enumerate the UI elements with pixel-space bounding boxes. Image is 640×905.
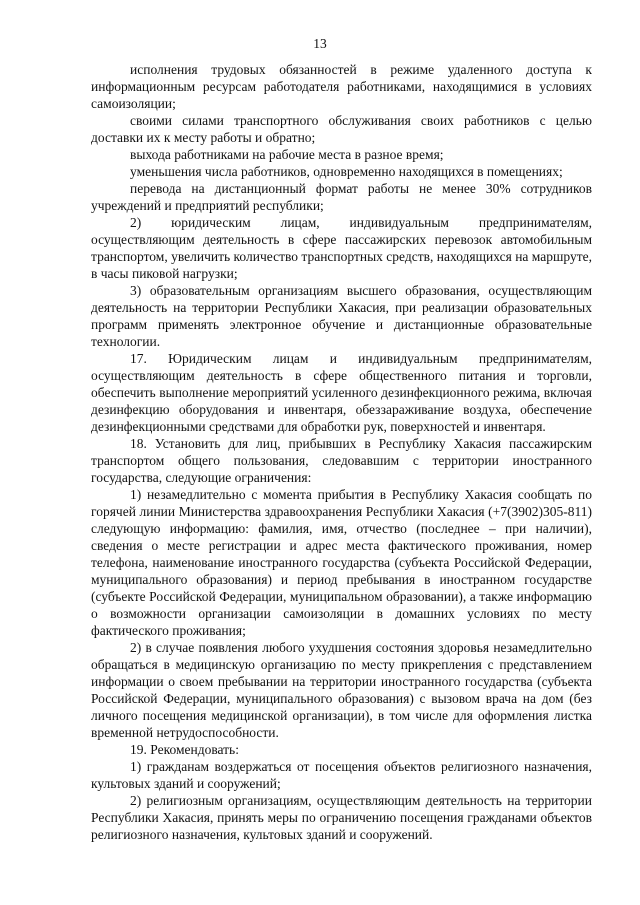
paragraph: 3) образовательным организациям высшего образования, осуществляющим деятельность на территории Республики Хакасия, при реализации образовательных программ применять электронное обучение и дистанционные образовательные технологии. <box>91 283 592 349</box>
paragraph: перевода на дистанционный формат работы не менее 30% сотрудников учреждений и предприятий республики; <box>91 181 592 213</box>
paragraph: 1) незамедлительно с момента прибытия в Республику Хакасия сообщать по горячей линии Министерства здравоохранения Республики Хакасия (+7(3902)305-811) следующую информацию: фамилия, имя, отчество (последнее – при наличии), сведения о месте регистрации и адрес места фактического проживания, номер телефона, наименование иностранного государства (субъекта Российской Федерации, муниципального образования) и период пребывания в иностранном государстве (субъекте Российской Федерации, муниципальном образовании), а также информацию о возможности организации самоизоляции в домашних условиях по месту фактического проживания; <box>91 487 592 638</box>
paragraph: 17. Юридическим лицам и индивидуальным предпринимателям, осуществляющим деятельность в сфере общественного питания и торговли, обеспечить выполнение мероприятий усиленного дезинфекционного режима, включая дезинфекцию оборудования и инвентаря, обеззараживание воздуха, обеспечение дезинфекционными средствами для обработки рук, поверхностей и инвентаря. <box>91 351 592 434</box>
page-number: 13 <box>313 36 327 51</box>
paragraph: исполнения трудовых обязанностей в режиме удаленного доступа к информационным ресурсам работодателя работниками, находящимися в условиях самоизоляции; <box>91 62 592 111</box>
document-body <box>91 61 592 843</box>
paragraph: 18. Установить для лиц, прибывших в Республику Хакасия пассажирским транспортом общего пользования, следовавшим с территории иностранного государства, следующие ограничения: <box>91 436 592 485</box>
paragraph: 19. Рекомендовать: <box>130 742 239 757</box>
paragraph: 2) религиозным организациям, осуществляющим деятельность на территории Республики Хакасия, принять меры по ограничению посещения гражданами объектов религиозного назначения, культовых зданий и сооружений. <box>91 793 592 842</box>
paragraph: уменьшения числа работников, одновременно находящихся в помещениях; <box>130 164 563 179</box>
paragraph: 2) в случае появления любого ухудшения состояния здоровья незамедлительно обращаться в медицинскую организацию по месту прикрепления с представлением информации о своем пребывании на территории иностранного государства (субъекта Российской Федерации, муниципального образования) с вызовом врача на дом (без личного посещения медицинской организации), в том числе для оформления листка временной нетрудоспособности. <box>91 640 592 740</box>
paragraph: 2) юридическим лицам, индивидуальным предпринимателям, осуществляющим деятельность в сфере пассажирских перевозок автомобильным транспортом, увеличить количество транспортных средств, находящихся на маршруте, в часы пиковой нагрузки; <box>91 215 592 281</box>
paragraph: выхода работниками на рабочие места в разное время; <box>130 147 444 162</box>
paragraph: 1) гражданам воздержаться от посещения объектов религиозного назначения, культовых зданий и сооружений; <box>91 759 592 791</box>
paragraph: своими силами транспортного обслуживания своих работников с целью доставки их к месту работы и обратно; <box>91 113 592 145</box>
